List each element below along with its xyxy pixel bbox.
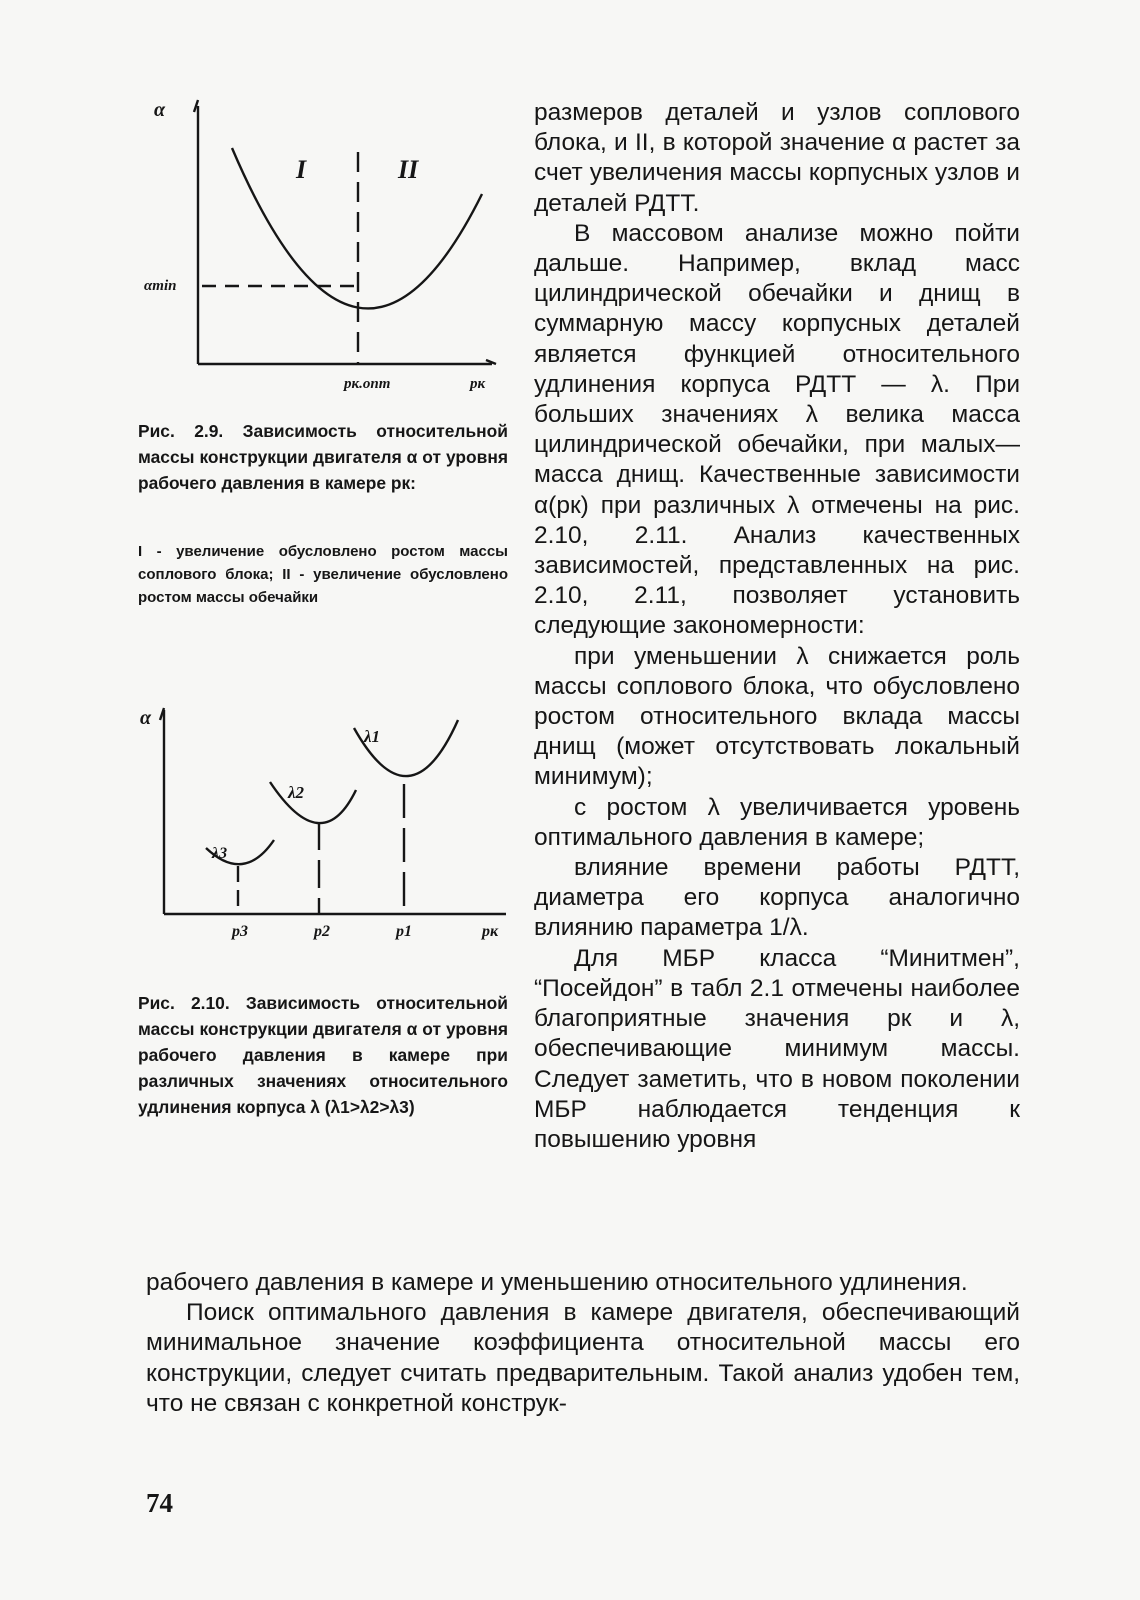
paragraph: при уменьшении λ снижается роль массы соплового блока, что обусловлено ростом относительного вклада массы днищ (может отсутствовать локальный минимум); (534, 642, 1020, 791)
figure-2-10 (138, 700, 518, 950)
p-opt-label: pк.опт (344, 376, 391, 392)
paragraph: размеров деталей и узлов соплового блока, и II, в которой значение α растет за счет увеличения массы корпусных узлов и деталей РДТТ. (534, 99, 1020, 217)
paragraph: влияние времени работы РДТТ, диаметра его корпуса аналогично влиянию параметра 1/λ. (534, 854, 1020, 942)
lambda-1-label: λ1 (364, 727, 381, 746)
paragraph: рабочего давления в камере и уменьшению относительного удлинения. (146, 1269, 968, 1296)
full-width-text (146, 1268, 1020, 1419)
axis-x-label: pк (482, 923, 499, 940)
right-text-column (534, 98, 1020, 1155)
page-number: 74 (146, 1488, 173, 1518)
paragraph: с ростом λ увеличивается уровень оптимального давления в камере; (534, 793, 1020, 851)
p1-label: p1 (396, 923, 412, 940)
alpha-min-label: αmin (144, 278, 177, 294)
paragraph: Поиск оптимального давления в камере двигателя, обеспечивающий минимальное значение коэффициента относительной массы его конструкции, следует считать предварительным. Такой анализ удобен тем, что не связан с конкретной конструк- (146, 1299, 1020, 1417)
figure-2-9 (140, 92, 510, 412)
caption-fig-2-9-note: I - увеличение обусловлено ростом массы соплового блока; II - увеличение обусловлено ростом массы обечайки (138, 543, 508, 606)
caption-fig-2-10: Рис. 2.10. Зависимость относительной массы конструкции двигателя α от уровня рабочего давления в камере при различных значениях относительного удлинения корпуса λ (λ1>λ2>λ3) (138, 993, 508, 1117)
caption-fig-2-9: Рис. 2.9. Зависимость относительной массы конструкции двигателя α от уровня рабочего давления в камере pк: (138, 421, 508, 493)
figure-2-9-plot (140, 92, 510, 412)
figure-2-10-plot (138, 700, 518, 950)
paragraph: В массовом анализе можно пойти дальше. Например, вклад масс цилиндрической обечайки и днищ в суммарную массу корпусных деталей является функцией относительного удлинения корпуса РДТТ — λ. При больших значениях λ велика масса цилиндрической обечайки, при малых— масса днищ. Качественные зависимости α(pк) при различных λ отмечены на рис. 2.10, 2.11. Анализ качественных зависимостей, представленных на рис. 2.10, 2.11, позволяет установить следующие закономерности: (534, 219, 1020, 640)
axis-x-label: pк (470, 376, 486, 392)
region-2-label: II (398, 155, 419, 184)
axis-y-label: α (154, 99, 166, 121)
p2-label: p2 (314, 923, 330, 940)
region-1-label: I (296, 155, 307, 184)
axis-y-label: α (140, 707, 152, 729)
lambda-2-label: λ2 (288, 783, 305, 802)
paragraph: Для МБР класса “Минитмен”, “Посейдон” в табл 2.1 отмечены наиболее благоприятные значения pк и λ, обеспечивающие минимум массы. Следует заметить, что в новом поколении МБР наблюдается тенденция к повышению уровня (534, 944, 1020, 1153)
p3-label: p3 (232, 923, 248, 940)
curve-lambda-2 (270, 782, 356, 823)
lambda-3-label: λ3 (212, 845, 228, 862)
